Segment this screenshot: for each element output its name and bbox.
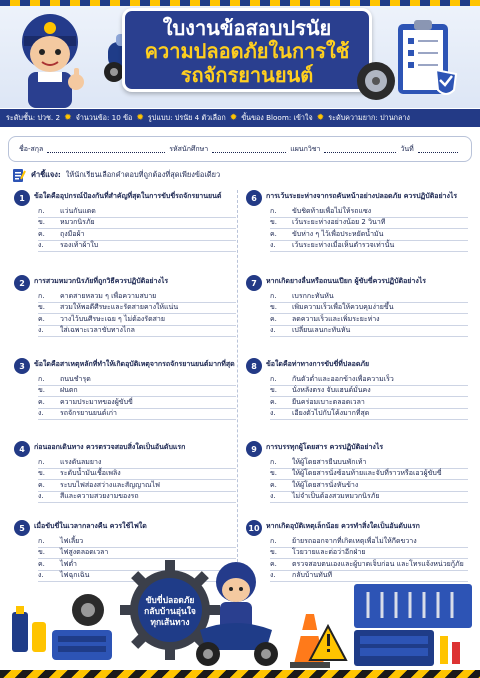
- option-text: แว่นกันแดด: [60, 206, 96, 215]
- question-8: [246, 358, 468, 420]
- question-text: ก่อนออกเดินทาง ควรตรวจสอบสิ่งใดเป็นอันดับแรก: [34, 443, 186, 451]
- question-7: [246, 275, 468, 337]
- option-letter: ง.: [270, 571, 276, 580]
- option-text: ให้ผู้โดยสารนั่งหันข้าง: [292, 480, 359, 489]
- oil-and-toolbox-icon: [8, 590, 118, 670]
- option-text: ไฟเลี้ยว: [60, 536, 84, 545]
- option-letter: ข.: [270, 303, 278, 312]
- answer-option[interactable]: [38, 386, 236, 398]
- answer-option[interactable]: [38, 241, 236, 253]
- answer-option[interactable]: [270, 241, 468, 253]
- info-bar: [0, 109, 480, 127]
- option-letter: ข.: [270, 386, 278, 395]
- date-field[interactable]: [418, 145, 458, 153]
- option-letter: ข.: [38, 386, 46, 395]
- option-letter: ง.: [270, 409, 276, 418]
- question-number: 6: [246, 190, 262, 206]
- question-6: [246, 190, 468, 252]
- option-text: ฝนตก: [60, 386, 78, 395]
- student-info-row: [8, 136, 472, 162]
- option-text: เปลี่ยนเลนกะทันหัน: [292, 326, 351, 335]
- question-text: ข้อใดคือสาเหตุหลักที่ทำให้เกิดอุบัติเหตุจากรถจักรยานยนต์มากที่สุด: [34, 360, 235, 368]
- option-text: เว้นระยะห่างอย่างน้อย 2 วินาที: [292, 218, 386, 227]
- dept-label: แผนกวิชา: [290, 144, 321, 153]
- option-text: ย้ายรถออกจากที่เกิดเหตุเพื่อไม่ให้กีดขวาง: [292, 536, 417, 545]
- option-text: รถจักรยานยนต์เก่า: [60, 409, 117, 418]
- option-text: หมวกนิรภัย: [60, 218, 95, 227]
- question-text: เมื่อขับขี่ในเวลากลางคืน ควรใช้ไฟใด: [34, 522, 147, 530]
- answer-option[interactable]: [38, 536, 236, 548]
- option-text: คาดสายหลวม ๆ เพื่อความสบาย: [60, 291, 157, 300]
- question-4: [14, 441, 236, 503]
- question-header: [246, 520, 468, 536]
- option-text: นั่งหลังตรง จับแฮนด์มั่นคง: [292, 386, 371, 395]
- option-letter: ข.: [270, 548, 278, 557]
- answer-option[interactable]: [270, 374, 468, 386]
- question-number: 5: [14, 520, 30, 536]
- question-text: ข้อใดคืออุปกรณ์ป้องกันที่สำคัญที่สุดในการขับขี่รถจักรยานยนต์: [34, 192, 222, 200]
- slogan-line-1: ขับขี่ปลอดภัย: [145, 596, 195, 606]
- option-letter: ค.: [270, 480, 277, 489]
- question-text: การบรรทุกผู้โดยสาร ควรปฏิบัติอย่างไร: [266, 443, 384, 451]
- checklist-clipboard-icon: [392, 16, 462, 100]
- option-letter: ข.: [38, 303, 46, 312]
- option-text: ใส่เฉพาะเวลาขับทางไกล: [60, 326, 135, 335]
- option-text: ไฟสูงตลอดเวลา: [60, 548, 109, 557]
- answer-option[interactable]: [270, 457, 468, 469]
- instruction: [12, 166, 472, 184]
- option-letter: ข.: [270, 469, 278, 478]
- answer-option[interactable]: [38, 492, 236, 504]
- question-text: การสวมหมวกนิรภัยที่ถูกวิธีควรปฏิบัติอย่างไร: [34, 277, 169, 285]
- option-letter: ค.: [270, 559, 277, 568]
- rider-on-scooter-icon: [186, 560, 286, 670]
- level-text: ระดับชั้น: ปวช. 2: [6, 112, 61, 122]
- gear-icon: ✹: [316, 113, 325, 123]
- instruction-label: คำชี้แจง:: [31, 170, 61, 179]
- question-header: [246, 441, 468, 457]
- title-line-2: ความปลอดภัยในการใช้: [144, 39, 350, 63]
- instruction-text: ให้นักเรียนเลือกคำตอบที่ถูกต้องที่สุดเพียงข้อเดียว: [65, 170, 221, 179]
- option-letter: ก.: [270, 457, 277, 466]
- option-text: ให้ผู้โดยสารยืนบนพักเท้า: [292, 457, 367, 466]
- answer-option[interactable]: [270, 548, 468, 560]
- answer-option[interactable]: [270, 291, 468, 303]
- gear-icon: ✹: [64, 113, 72, 123]
- option-letter: ก.: [38, 374, 45, 383]
- answer-option[interactable]: [38, 303, 236, 315]
- question-2: [14, 275, 236, 337]
- option-letter: ก.: [38, 291, 45, 300]
- question-header: [14, 190, 236, 206]
- option-text: เอียงตัวไปกับโค้งมากที่สุด: [292, 409, 370, 418]
- wheel-icon: [355, 60, 397, 102]
- gear-icon: ✹: [136, 113, 144, 123]
- question-text: หากเกิดยางลื่นหรือถนนเปียก ผู้ขับขี่ควรปฏิบัติอย่างไร: [266, 277, 427, 285]
- count-text: จำนวนข้อ: 10 ข้อ: [75, 112, 133, 122]
- title-line-1: ใบงานข้อสอบปรนัย: [162, 16, 332, 40]
- answer-option[interactable]: [38, 291, 236, 303]
- answer-option[interactable]: [38, 218, 236, 230]
- question-text: ข้อใดคือท่าทางการขับขี่ที่ปลอดภัย: [266, 360, 370, 368]
- answer-option[interactable]: [270, 229, 468, 241]
- title-box: [122, 8, 372, 92]
- option-text: วางไว้บนศีรษะเฉย ๆ ไม่ต้องรัดสาย: [60, 314, 165, 323]
- option-text: ให้ผู้โดยสารนั่งซ้อนท้ายและจับที่ราวหรือเอวผู้ขับขี่: [292, 469, 442, 478]
- question-number: 3: [14, 358, 30, 374]
- bloom-text: ขั้นของ Bloom: เข้าใจ: [241, 112, 313, 122]
- question-header: [14, 358, 236, 374]
- option-letter: ค.: [38, 559, 45, 568]
- option-text: ขับชิดท้ายเพื่อไม่ให้รถแซง: [292, 206, 372, 215]
- answer-option[interactable]: [270, 469, 468, 481]
- answer-option[interactable]: [38, 374, 236, 386]
- option-text: เพิ่มความเร็วเพื่อให้ควบคุมง่ายขึ้น: [292, 303, 394, 312]
- option-text: ระบบไฟส่องสว่างและสัญญาณไฟ: [60, 480, 160, 489]
- option-letter: ง.: [270, 326, 276, 335]
- option-letter: ข.: [270, 218, 278, 227]
- answer-option[interactable]: [270, 303, 468, 315]
- answer-option[interactable]: [270, 386, 468, 398]
- option-letter: ก.: [270, 291, 277, 300]
- option-letter: ค.: [38, 314, 45, 323]
- question-header: [246, 358, 468, 374]
- dept-field[interactable]: [324, 145, 396, 153]
- option-letter: ก.: [270, 206, 277, 215]
- option-letter: ก.: [270, 374, 277, 383]
- question-text: การเว้นระยะห่างจากรถคันหน้าอย่างปลอดภัย ควรปฏิบัติอย่างไร: [266, 192, 458, 200]
- option-text: แรงดันลมยาง: [60, 457, 102, 466]
- question-number: 10: [246, 520, 262, 536]
- option-text: สีและความสวยงามของรถ: [60, 492, 139, 501]
- question-header: [14, 441, 236, 457]
- option-letter: ก.: [38, 536, 45, 545]
- mechanic-mascot-icon: [4, 6, 96, 110]
- answer-option[interactable]: [270, 218, 468, 230]
- question-text: หากเกิดอุบัติเหตุเล็กน้อย ควรทำสิ่งใดเป็นอันดับแรก: [266, 522, 420, 530]
- date-label: วันที่: [400, 144, 414, 153]
- answer-option[interactable]: [270, 206, 468, 218]
- option-letter: ง.: [38, 241, 44, 250]
- footer-illustration: [0, 560, 480, 678]
- answer-option[interactable]: [38, 409, 236, 421]
- option-letter: ก.: [38, 457, 45, 466]
- option-text: โวยวายและต่อว่าอีกฝ่าย: [292, 548, 366, 557]
- question-number: 2: [14, 275, 30, 291]
- answer-option[interactable]: [38, 397, 236, 409]
- answer-option[interactable]: [38, 229, 236, 241]
- column-divider: [237, 190, 238, 572]
- option-letter: ง.: [270, 241, 276, 250]
- option-letter: ง.: [270, 492, 276, 501]
- option-letter: ค.: [270, 397, 277, 406]
- option-letter: ก.: [38, 206, 45, 215]
- option-text: ตรวจสอบตนเองและผู้บาดเจ็บก่อน และโทรแจ้งหน่วยกู้ภัย: [292, 559, 464, 568]
- option-text: ไฟต่ำ: [60, 559, 77, 568]
- option-letter: ค.: [270, 229, 277, 238]
- answer-option[interactable]: [38, 206, 236, 218]
- question-number: 9: [246, 441, 262, 457]
- option-letter: ค.: [38, 480, 45, 489]
- notepad-icon: [12, 167, 26, 183]
- question-number: 7: [246, 275, 262, 291]
- answer-option[interactable]: [38, 469, 236, 481]
- option-text: ยืนคร่อมเบาะตลอดเวลา: [292, 397, 365, 406]
- slogan-line-3: ทุกเส้นทาง: [150, 618, 190, 628]
- header: [0, 0, 480, 108]
- id-label: รหัสนักศึกษา: [169, 144, 209, 153]
- option-text: ถุงมือผ้า: [60, 229, 85, 238]
- answer-option[interactable]: [270, 314, 468, 326]
- option-letter: ข.: [38, 469, 46, 478]
- slogan-line-2: กลับบ้านอุ่นใจ: [144, 607, 196, 617]
- option-letter: ค.: [38, 229, 45, 238]
- answer-option[interactable]: [270, 409, 468, 421]
- answer-option[interactable]: [270, 480, 468, 492]
- name-label: ชื่อ-สกุล: [19, 144, 44, 153]
- hazard-stripe: [0, 670, 480, 678]
- name-field[interactable]: [47, 145, 165, 153]
- question-1: [14, 190, 236, 252]
- option-letter: ข.: [38, 548, 46, 557]
- question-number: 4: [14, 441, 30, 457]
- difficulty-text: ระดับความยาก: ปานกลาง: [328, 112, 410, 122]
- answer-option[interactable]: [38, 480, 236, 492]
- option-text: สวมให้พอดีศีรษะและรัดสายคางให้แน่น: [60, 303, 179, 312]
- option-text: กันตัวต่ำและออกข้างเพื่อความเร็ว: [292, 374, 394, 383]
- answer-option[interactable]: [38, 326, 236, 338]
- option-letter: ค.: [38, 397, 45, 406]
- answer-option[interactable]: [270, 326, 468, 338]
- answer-option[interactable]: [38, 548, 236, 560]
- format-text: รูปแบบ: ปรนัย 4 ตัวเลือก: [147, 112, 226, 122]
- id-field[interactable]: [212, 145, 286, 153]
- option-text: ไฟฉุกเฉิน: [60, 571, 90, 580]
- question-header: [246, 190, 468, 206]
- answer-option[interactable]: [38, 314, 236, 326]
- option-text: ระดับน้ำมันเชื้อเพลิง: [60, 469, 121, 478]
- question-number: 8: [246, 358, 262, 374]
- question-header: [14, 275, 236, 291]
- title-line-3: รถจักรยานยนต์: [180, 63, 314, 87]
- option-text: ขับห่าง ๆ ไว้เพื่อประหยัดน้ำมัน: [292, 229, 384, 238]
- option-letter: ง.: [38, 326, 44, 335]
- question-header: [14, 520, 236, 536]
- answer-option[interactable]: [270, 397, 468, 409]
- tool-cabinet-icon: [350, 582, 475, 670]
- question-3: [14, 358, 236, 420]
- gear-icon: ✹: [229, 113, 238, 123]
- question-9: [246, 441, 468, 503]
- option-letter: ง.: [38, 409, 44, 418]
- option-text: ไม่จำเป็นต้องสวมหมวกนิรภัย: [292, 492, 380, 501]
- answer-option[interactable]: [270, 492, 468, 504]
- option-text: กลับบ้านทันที: [292, 571, 333, 580]
- option-letter: ก.: [270, 536, 277, 545]
- option-text: ถนนชำรุด: [60, 374, 91, 383]
- answer-option[interactable]: [270, 536, 468, 548]
- option-letter: ง.: [38, 492, 44, 501]
- option-text: รองเท้าผ้าใบ: [60, 241, 99, 250]
- option-text: ลดความเร็วและเพิ่มระยะห่าง: [292, 314, 380, 323]
- question-number: 1: [14, 190, 30, 206]
- option-letter: ข.: [38, 218, 46, 227]
- option-text: เว้นระยะห่างเมื่อเห็นตำรวจเท่านั้น: [292, 241, 395, 250]
- option-letter: ค.: [270, 314, 277, 323]
- answer-option[interactable]: [38, 457, 236, 469]
- traffic-cone-and-warning-icon: [288, 600, 348, 670]
- option-text: ความประมาทของผู้ขับขี่: [60, 397, 133, 406]
- question-header: [246, 275, 468, 291]
- option-letter: ง.: [38, 571, 44, 580]
- option-text: เบรกกะทันหัน: [292, 291, 334, 300]
